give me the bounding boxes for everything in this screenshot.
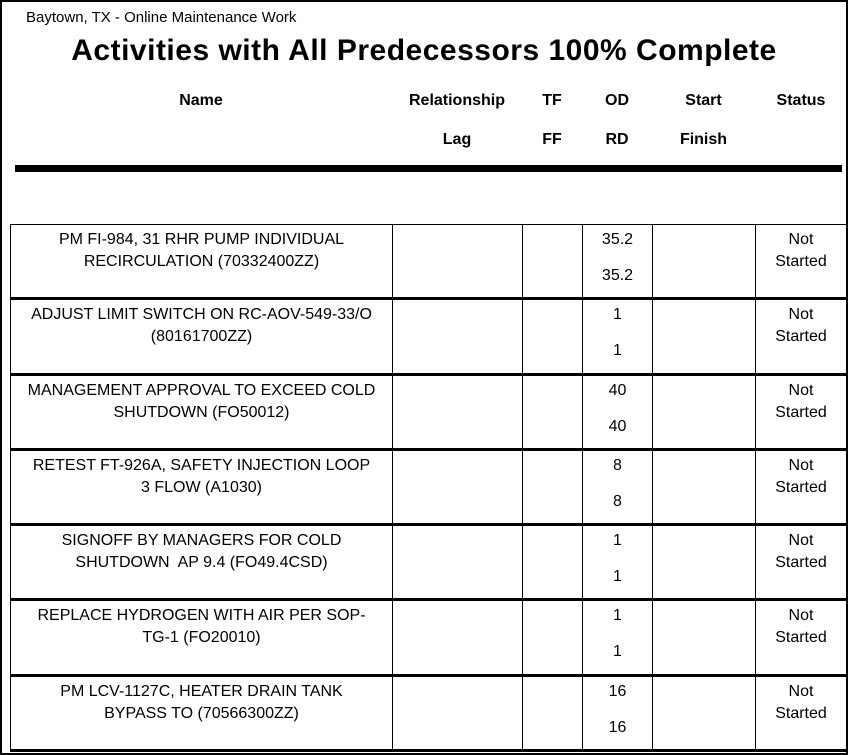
column-header-tf-line1: TF [542, 92, 562, 109]
relationship-lag-cell [393, 601, 523, 673]
activity-name-line2: SHUTDOWN AP 9.4 (FO49.4CSD) [75, 554, 328, 572]
status-text: Not Started [775, 607, 827, 647]
rd-value: 8 [613, 492, 622, 510]
start-finish-cell [653, 677, 756, 749]
column-header-od-line1: OD [605, 92, 629, 109]
column-header-start-line1: Start [685, 92, 722, 109]
activity-name-line2: (80161700ZZ) [150, 328, 253, 346]
name-cell [11, 225, 393, 297]
start-finish-cell [653, 601, 756, 673]
tf-ff-cell [523, 376, 583, 448]
tf-ff-cell [523, 451, 583, 523]
column-header-status-line1: Status [776, 92, 826, 109]
table-row [11, 300, 846, 375]
name-cell [11, 376, 393, 448]
od-rd-cell [583, 526, 653, 598]
relationship-lag-cell [393, 225, 523, 297]
table-row [11, 376, 846, 451]
activity-name-line2: SHUTDOWN (FO50012) [113, 403, 290, 421]
od-value: 40 [608, 381, 627, 399]
status-cell [756, 677, 846, 749]
report-header-text: Baytown, TX - Online Maintenance Work [26, 9, 297, 26]
status-cell [756, 451, 846, 523]
table-row [11, 526, 846, 601]
name-cell [11, 677, 393, 749]
od-rd-cell [583, 300, 653, 372]
status-text: Not Started [775, 532, 827, 572]
column-headers [10, 90, 847, 151]
column-header-od [582, 90, 652, 151]
od-rd-cell [583, 601, 653, 673]
start-finish-cell [653, 451, 756, 523]
status-cell [756, 300, 846, 372]
activity-name-line2: RECIRCULATION (70332400ZZ) [83, 253, 320, 270]
column-header-tf [522, 90, 582, 151]
start-finish-cell [653, 376, 756, 448]
activity-name-line2: BYPASS TO (70566300ZZ) [104, 704, 299, 722]
od-value: 1 [613, 532, 622, 550]
od-rd-cell [583, 451, 653, 523]
relationship-lag-cell [393, 376, 523, 448]
tf-ff-cell [523, 300, 583, 372]
status-cell [756, 601, 846, 673]
rd-value: 16 [608, 718, 627, 736]
column-header-name-line1: Name [179, 92, 223, 109]
column-header-status-line2 [755, 129, 847, 151]
activity-name-line1: ADJUST LIMIT SWITCH ON RC-AOV-549-33/O [31, 306, 372, 324]
activity-name-line1: PM FI-984, 31 RHR PUMP INDIVIDUAL [58, 231, 345, 248]
tf-ff-cell [523, 677, 583, 749]
status-cell [756, 526, 846, 598]
rd-value: 1 [613, 568, 622, 586]
header-divider-rule [15, 165, 842, 172]
column-header-relationship [392, 90, 522, 151]
column-header-rd: RD [605, 131, 629, 148]
status-text: Not Started [775, 456, 827, 496]
activity-name-line1: SIGNOFF BY MANAGERS FOR COLD [61, 532, 342, 550]
od-value: 35.2 [601, 231, 634, 248]
name-cell [11, 451, 393, 523]
od-value: 8 [613, 456, 622, 474]
name-cell [11, 300, 393, 372]
page-title: Activities with All Predecessors 100% Complete [71, 34, 777, 67]
column-header-start [652, 90, 755, 151]
table-row [11, 225, 846, 300]
start-finish-cell [653, 225, 756, 297]
tf-ff-cell [523, 601, 583, 673]
activities-table [10, 224, 847, 752]
column-header-status [755, 90, 847, 151]
activity-name-line2: TG-1 (FO20010) [142, 629, 261, 647]
status-cell [756, 225, 846, 297]
column-header-lag: Lag [442, 131, 472, 148]
od-value: 1 [613, 607, 622, 625]
status-text: Not Started [775, 306, 827, 346]
table-row [11, 677, 846, 749]
rd-value: 35.2 [601, 267, 634, 284]
table-row [11, 451, 846, 526]
activity-name-line1: REPLACE HYDROGEN WITH AIR PER SOP- [37, 607, 366, 625]
column-header-name [10, 90, 392, 151]
activity-name-line1: RETEST FT-926A, SAFETY INJECTION LOOP [32, 456, 371, 474]
status-text: Not Started [775, 381, 827, 421]
column-header-relationship-line1: Relationship [408, 92, 505, 109]
rd-value: 1 [613, 342, 622, 360]
tf-ff-cell [523, 225, 583, 297]
relationship-lag-cell [393, 526, 523, 598]
rd-value: 40 [608, 417, 627, 435]
activity-name-line1: PM LCV-1127C, HEATER DRAIN TANK [60, 682, 343, 700]
name-cell [11, 526, 393, 598]
name-cell [11, 601, 393, 673]
od-rd-cell [583, 376, 653, 448]
relationship-lag-cell [393, 677, 523, 749]
table-row [11, 601, 846, 676]
start-finish-cell [653, 300, 756, 372]
activity-name-line1: MANAGEMENT APPROVAL TO EXCEED COLD [27, 381, 376, 399]
column-header-name-line2 [10, 129, 392, 151]
rd-value: 1 [613, 643, 622, 661]
relationship-lag-cell [393, 451, 523, 523]
status-cell [756, 376, 846, 448]
activity-name-line2: 3 FLOW (A1030) [141, 478, 262, 496]
start-finish-cell [653, 526, 756, 598]
od-rd-cell [583, 225, 653, 297]
od-value: 16 [608, 682, 627, 700]
column-header-ff: FF [542, 131, 562, 148]
status-text: Not Started [775, 231, 827, 270]
od-value: 1 [613, 306, 622, 324]
status-text: Not Started [775, 682, 827, 722]
column-header-finish: Finish [679, 131, 728, 148]
tf-ff-cell [523, 526, 583, 598]
od-rd-cell [583, 677, 653, 749]
relationship-lag-cell [393, 300, 523, 372]
